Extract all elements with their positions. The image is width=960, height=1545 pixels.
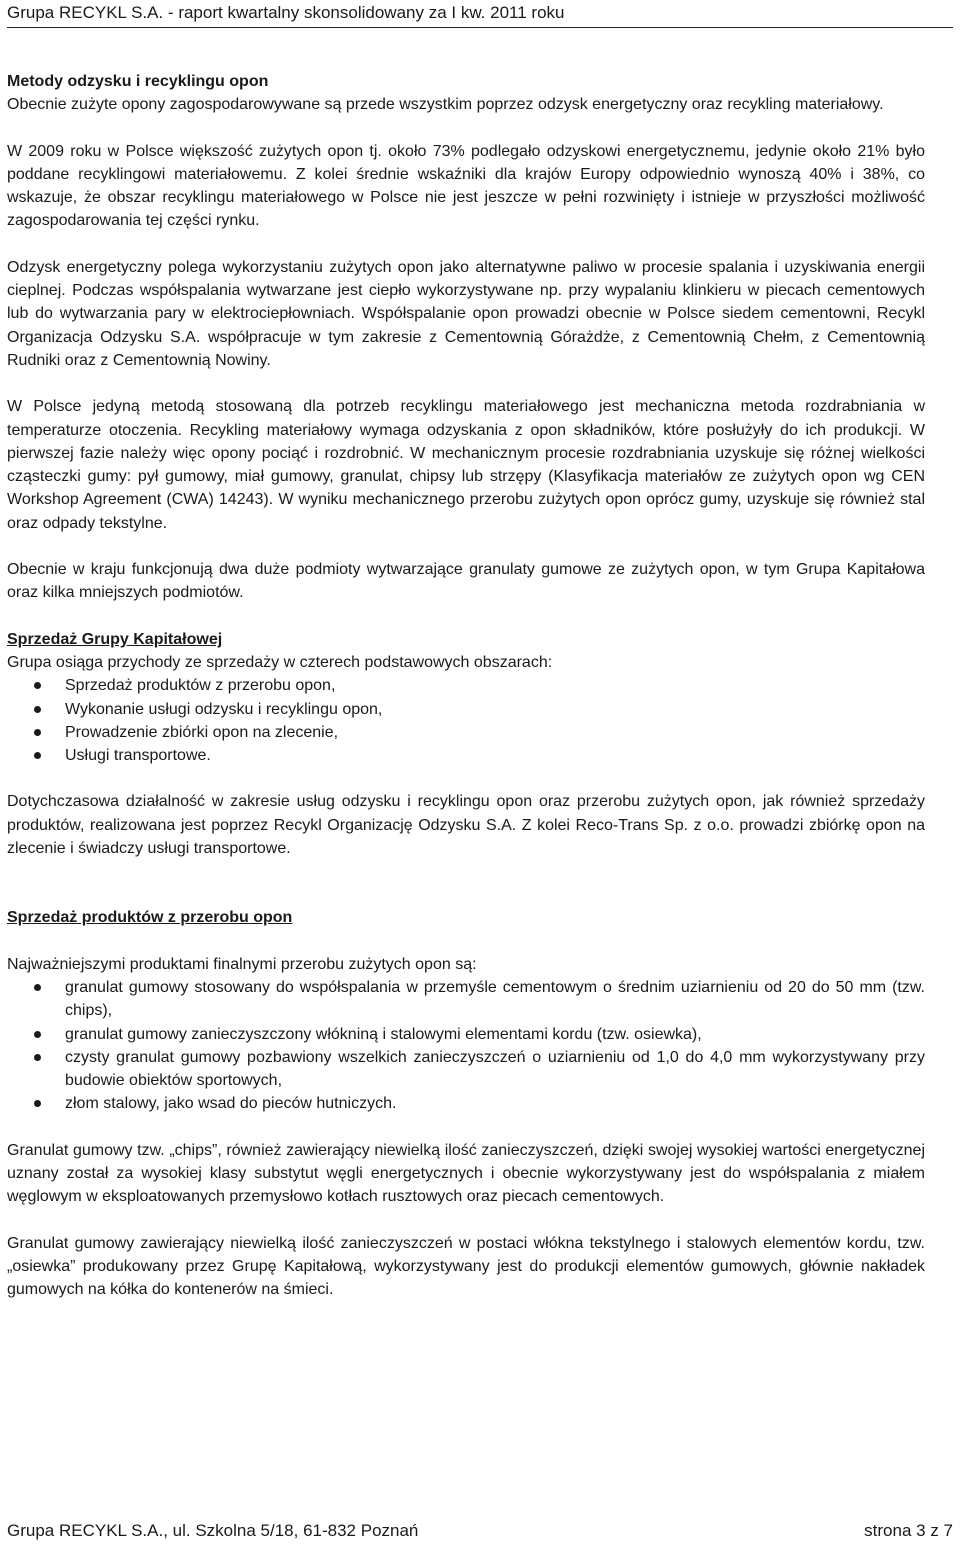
list-item: Wykonanie usługi odzysku i recyklingu opon, bbox=[7, 698, 925, 721]
document-body bbox=[7, 70, 925, 1301]
list-item: Prowadzenie zbiórki opon na zlecenie, bbox=[7, 721, 925, 744]
page-number: strona 3 z 7 bbox=[864, 1521, 953, 1540]
products-list bbox=[7, 976, 925, 1116]
list-item: granulat gumowy zanieczyszczony włókniną i stalowymi elementami kordu (tzw. osiewka), bbox=[7, 1023, 925, 1046]
header-title: Grupa RECYKL S.A. - raport kwartalny skonsolidowany za I kw. 2011 roku bbox=[7, 3, 565, 22]
paragraph: Dotychczasowa działalność w zakresie usług odzysku i recyklingu opon oraz przerobu zużytych opon, jak również sprzedaży produktów, realizowana jest poprzez Recykl Organizację Odzysku S.A. Z kolei Reco-Trans Sp. z o.o. prowadzi zbiórkę opon na zlecenie i świadczy usługi transportowe. bbox=[7, 793, 925, 858]
paragraph: Grupa osiąga przychody ze sprzedaży w czterech podstawowych obszarach: bbox=[7, 653, 553, 671]
paragraph: Najważniejszymi produktami finalnymi przerobu zużytych opon są: bbox=[7, 955, 477, 973]
paragraph: Granulat gumowy zawierający niewielką ilość zanieczyszczeń w postaci włókna tekstylnego i stalowych elementów kordu, tzw. „osiewka” produkowany przez Grupę Kapitałową, wykorzystywany jest do produkcji elementów gumowych, głównie nakładek gumowych na kółka do kontenerów na śmieci. bbox=[7, 1234, 925, 1299]
paragraph: Odzysk energetyczny polega wykorzystaniu zużytych opon jako alternatywne paliwo w procesie spalania i uzyskiwania energii cieplnej. Podczas współspalania wytwarzane jest ciepło wykorzystywane np. przy wypalaniu klinkieru w piecach cementowych lub do wytwarzania pary w elektrociepłowniach. Współspalanie opon prowadzi obecnie w Polsce siedem cementowni, Recykl Organizacja Odzysku S.A. współpracuje w tym zakresie z Cementownią Górażdże, z Cementownią Chełm, z Cementownią Rudniki oraz z Cementownią Nowiny. bbox=[7, 258, 925, 369]
paragraph: Granulat gumowy tzw. „chips”, również zawierający niewielką ilość zanieczyszczeń, dzięki swojej wysokiej wartości energetycznej uznany został za wysokiej klasy substytut węgli energetycznych i obecnie wykorzystywany jest do współspalania z miałem węglowym w eksploatowanych przemysłowo kotłach rusztowych oraz piecach cementowych. bbox=[7, 1141, 925, 1206]
sales-list bbox=[7, 674, 925, 767]
list-item: czysty granulat gumowy pozbawiony wszelkich zanieczyszczeń o uziarnieniu od 1,0 do 4,0 mm wykorzystywany przy budowie obiektów sportowych, bbox=[7, 1046, 925, 1093]
page-header bbox=[7, 0, 953, 28]
footer-address: Grupa RECYKL S.A., ul. Szkolna 5/18, 61-832 Poznań bbox=[7, 1521, 419, 1540]
list-item: złom stalowy, jako wsad do pieców hutniczych. bbox=[7, 1092, 925, 1115]
list-item: granulat gumowy stosowany do współspalania w przemyśle cementowym o średnim uziarnieniu od 20 do 50 mm (tzw. chips), bbox=[7, 976, 925, 1023]
paragraph: Obecnie zużyte opony zagospodarowywane są przede wszystkim poprzez odzysk energetyczny oraz recykling materiałowy. bbox=[7, 96, 884, 114]
paragraph: Obecnie w kraju funkcjonują dwa duże podmioty wytwarzające granulaty gumowe ze zużytych opon, w tym Grupa Kapitałowa oraz kilka mniejszych podmiotów. bbox=[7, 561, 925, 602]
section-heading-products: Sprzedaż produktów z przerobu opon bbox=[7, 909, 293, 927]
list-item: Usługi transportowe. bbox=[7, 744, 925, 767]
paragraph: W 2009 roku w Polsce większość zużytych opon tj. około 73% podlegało odzyskowi energetycznemu, jedynie około 21% było poddane recyklingowi materiałowemu. Z kolei średnie wskaźniki dla krajów Europy odpowiednio wynoszą 40% i 38%, co wskazuje, że obszar recyklingu materiałowego w Polsce nie jest jeszcze w pełni rozwinięty i istnieje w przyszłości możliwość zagospodarowania tej części rynku. bbox=[7, 142, 925, 230]
section-heading-methods: Metody odzysku i recyklingu opon bbox=[7, 73, 269, 90]
paragraph: W Polsce jedyną metodą stosowaną dla potrzeb recyklingu materiałowego jest mechaniczna metoda rozdrabniania w temperaturze otoczenia. Recykling materiałowy wymaga odzyskania z opon składników, które posłużyły do ich produkcji. W pierwszej fazie należy więc opony pociąć i rozdrobnić. W mechanicznym procesie rozdrabniania uzyskuje się różnej wielkości cząsteczki gumy: pył gumowy, miał gumowy, granulat, chipsy lub strzępy (Klasyfikacja materiałów ze zużytych opon wg CEN Workshop Agreement (CWA) 14243). W wyniku mechanicznego przerobu zużytych opon oprócz gumy, uzyskuje się również stal oraz odpady tekstylne. bbox=[7, 398, 925, 532]
section-heading-sales: Sprzedaż Grupy Kapitałowej bbox=[7, 630, 223, 648]
page-footer bbox=[7, 1521, 953, 1541]
list-item: Sprzedaż produktów z przerobu opon, bbox=[7, 674, 925, 697]
